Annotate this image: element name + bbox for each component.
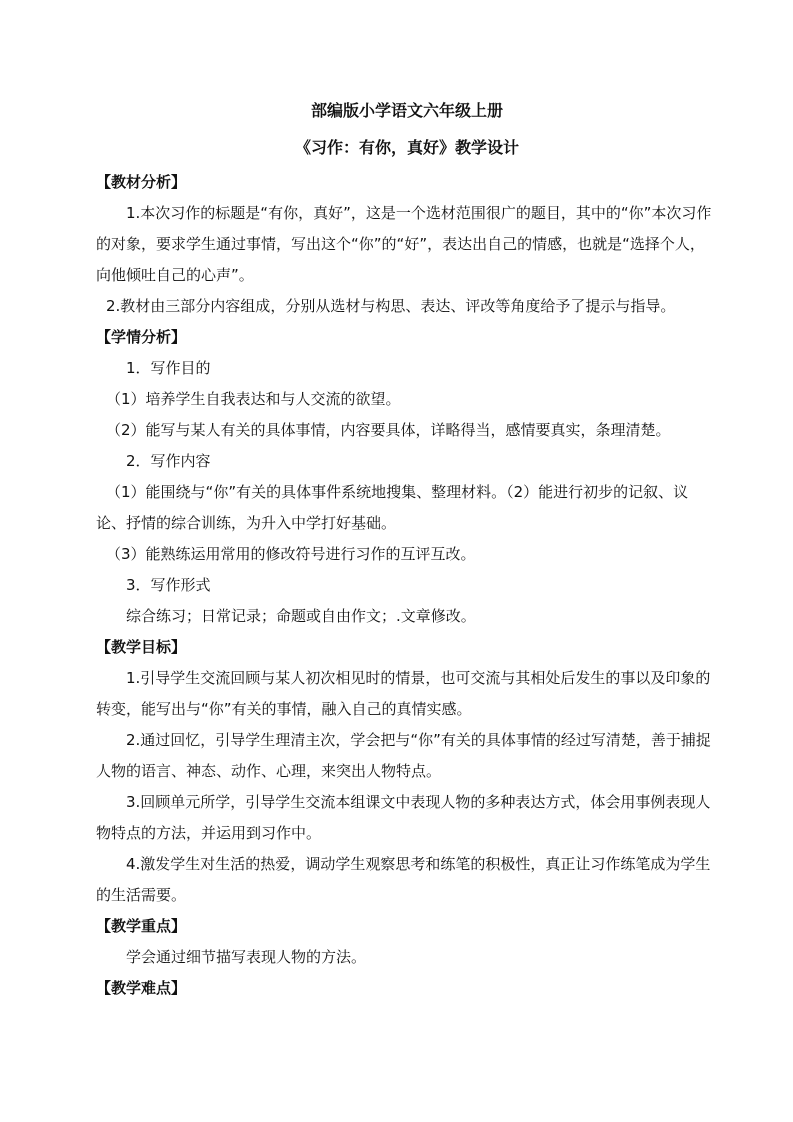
paragraph: 2.通过回忆，引导学生理清主次，学会把与“你”有关的具体事情的经过写清楚，善于捕捉人物的语言、神态、动作、心理，来突出人物特点。 (96, 731, 711, 780)
section-teaching-focus (96, 911, 718, 973)
paragraph: 1.本次习作的标题是“有你，真好”，这是一个选材范围很广的题目，其中的“你”本次习作的对象，要求学生通过事情，写出这个“你”的“好”，表达出自己的情感，也就是“选择个人，向他倾吐自己的心声”。 (96, 204, 712, 284)
paragraph: 4.激发学生对生活的热爱，调动学生观察思考和练笔的积极性，真正让习作练笔成为学生的生活需要。 (96, 855, 711, 904)
section-heading: 【教学难点】 (96, 979, 187, 997)
paragraph: 学会通过细节描写表现人物的方法。 (126, 948, 367, 966)
document-title: 部编版小学语文六年级上册 (310, 101, 503, 120)
document-subtitle: 《习作：有你，真好》教学设计 (294, 138, 519, 157)
section-heading: 【教材分析】 (96, 173, 187, 191)
paragraph: （3）能熟练运用常用的修改符号进行习作的互评互改。 (106, 545, 476, 563)
section-textbook-analysis (96, 167, 718, 322)
paragraph: 3．写作形式 (126, 576, 211, 594)
paragraph: 1.引导学生交流回顾与某人初次相见时的情景，也可交流与其相处后发生的事以及印象的转变，能写出与“你”有关的事情，融入自己的真情实感。 (96, 669, 711, 718)
paragraph: （1）能围绕与“你”有关的具体事件系统地搜集、整理材料。（2）能进行初步的记叙、议论、抒情的综合训练，为升入中学打好基础。 (96, 483, 689, 532)
section-heading: 【教学重点】 (96, 917, 187, 935)
document-body (96, 100, 718, 1004)
paragraph: 2.教材由三部分内容组成，分别从选材与构思、表达、评改等角度给予了提示与指导。 (106, 297, 676, 315)
section-teaching-objectives (96, 632, 718, 911)
section-teaching-difficulty (96, 973, 718, 1004)
paragraph: 3.回顾单元所学，引导学生交流本组课文中表现人物的多种表达方式，体会用事例表现人物特点的方法，并运用到习作中。 (96, 793, 711, 842)
paragraph: （2）能写与某人有关的具体事情，内容要具体，详略得当，感情要真实，条理清楚。 (106, 421, 671, 439)
paragraph: 1．写作目的 (126, 359, 211, 377)
section-heading: 【学情分析】 (96, 328, 187, 346)
section-learner-analysis (96, 322, 718, 632)
section-heading: 【教学目标】 (96, 638, 187, 656)
paragraph: 2．写作内容 (126, 452, 211, 470)
paragraph: （1）培养学生自我表达和与人交流的欲望。 (106, 390, 401, 408)
paragraph: 综合练习；日常记录；命题或自由作文；.文章修改。 (126, 607, 476, 625)
